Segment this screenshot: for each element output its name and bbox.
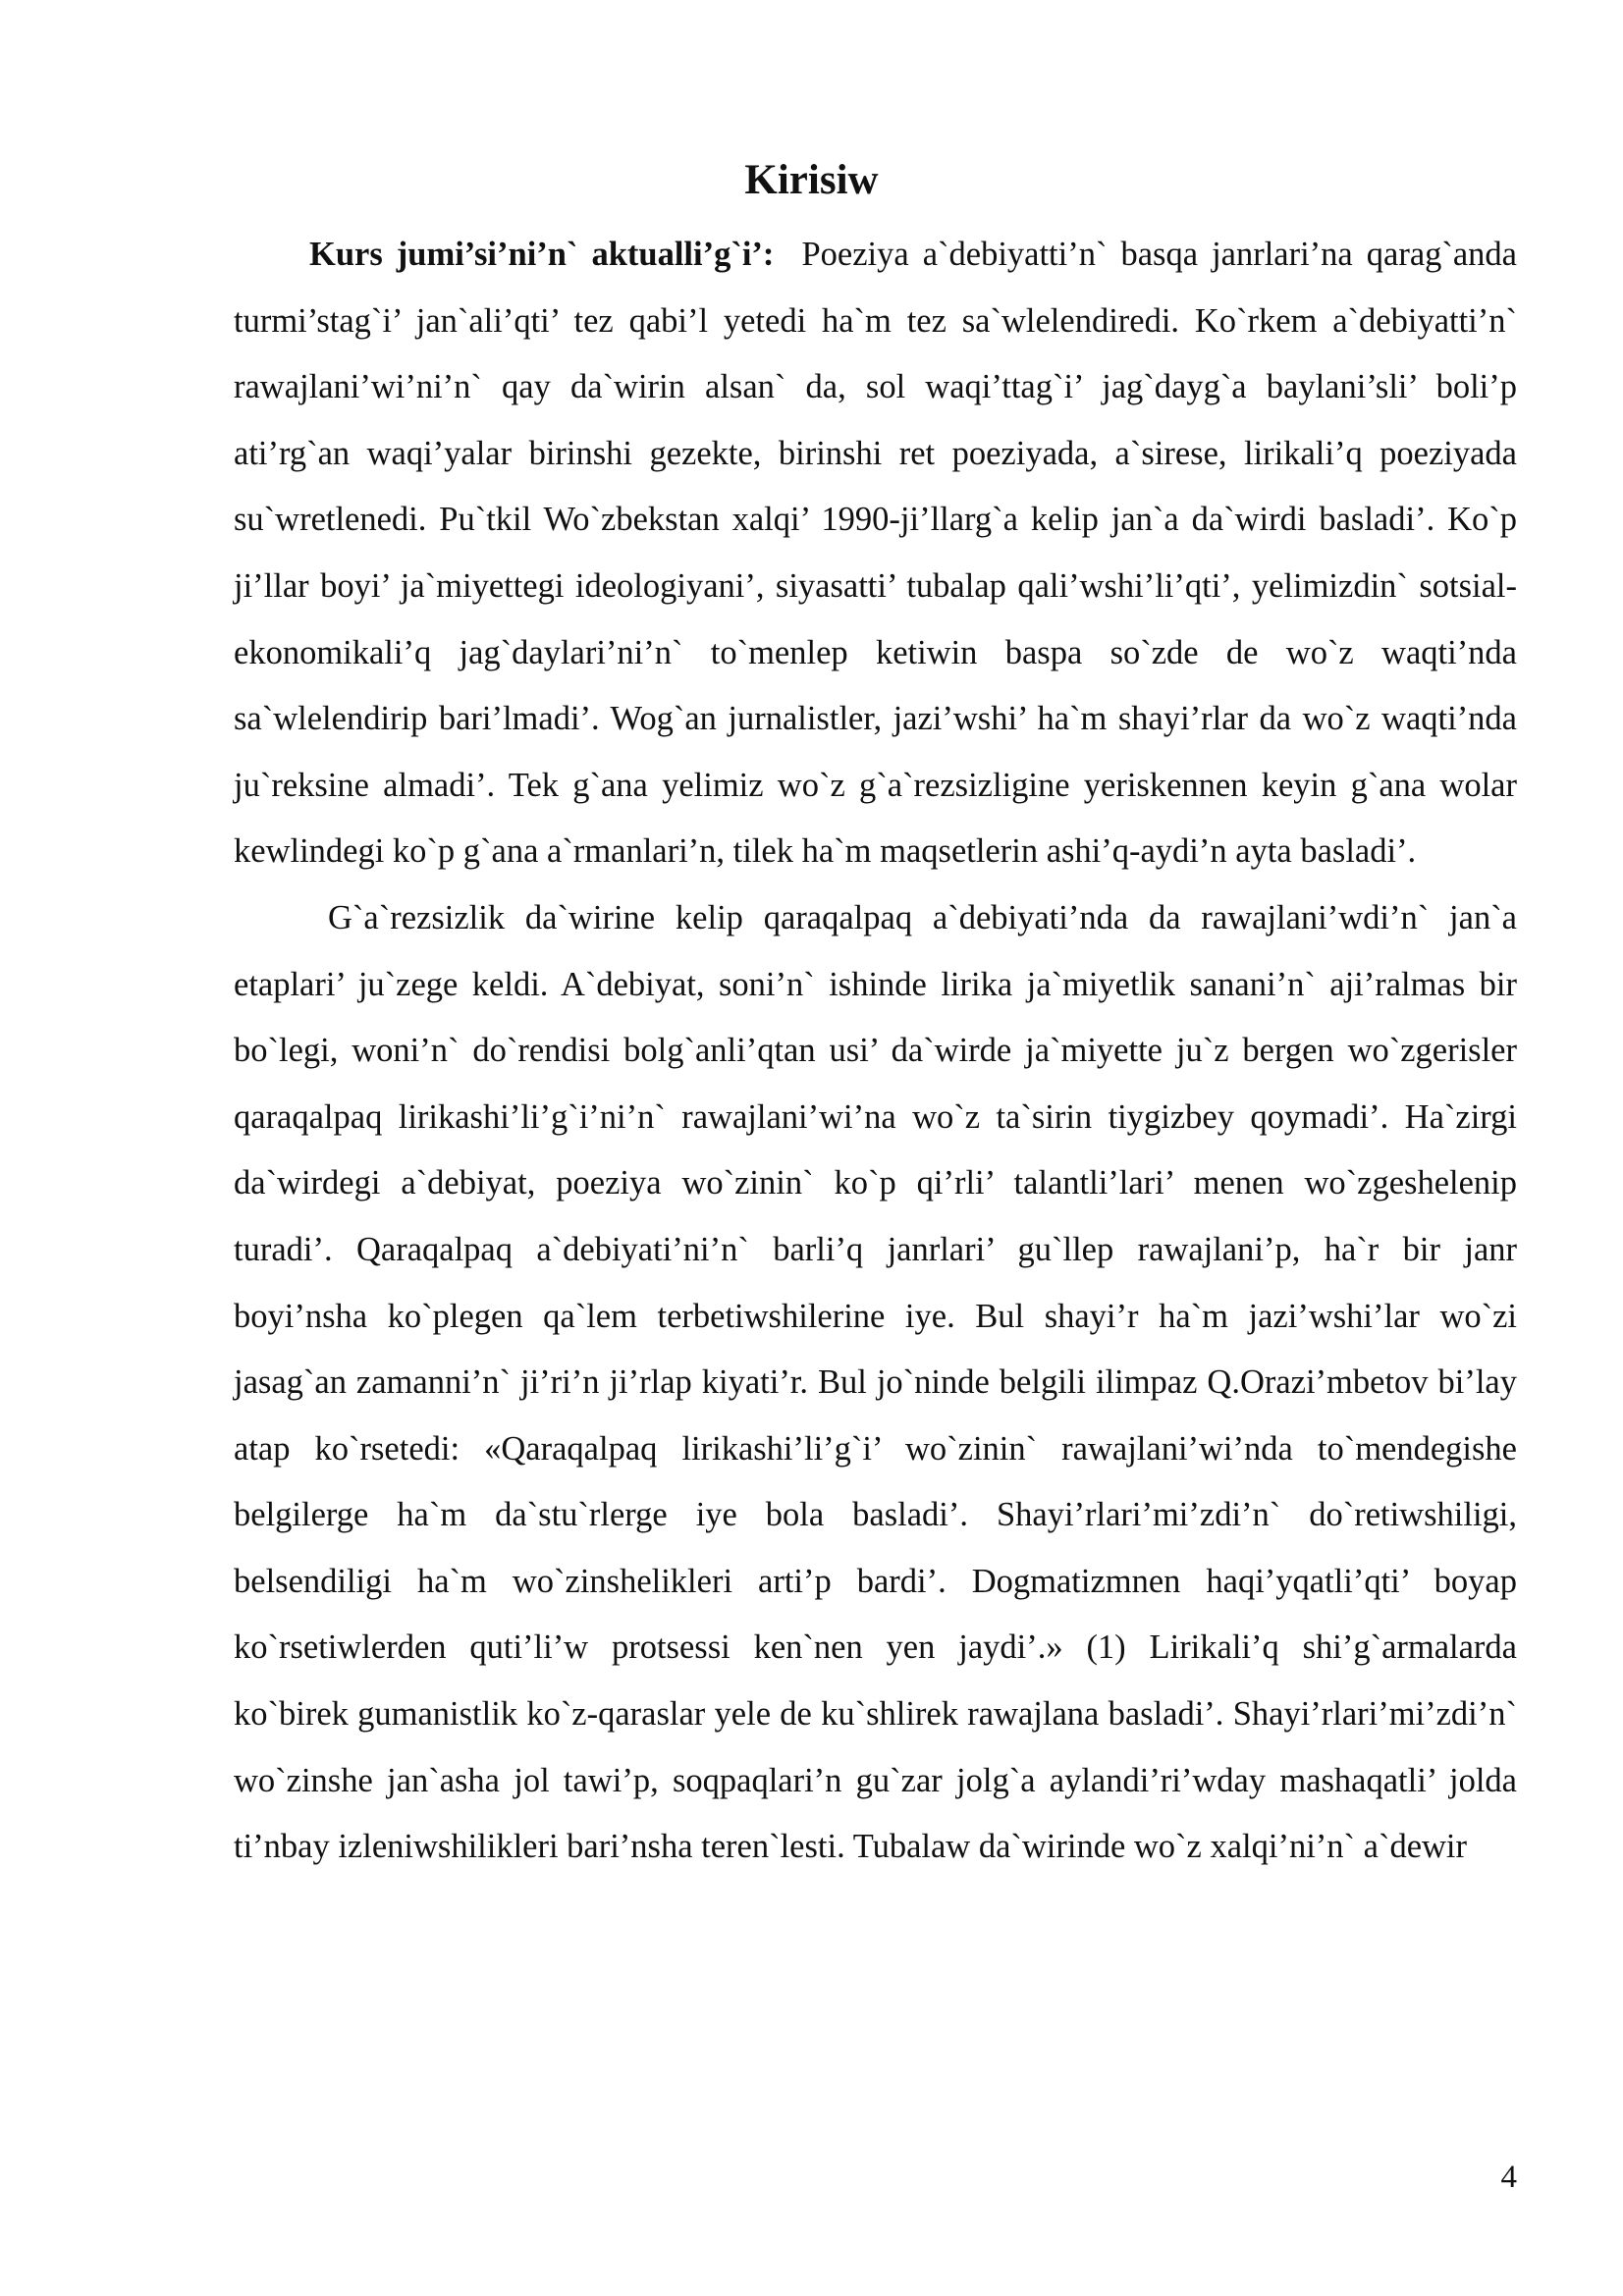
page-number: 4 (1500, 2160, 1517, 2195)
paragraph-relevance (234, 222, 1517, 885)
paragraph-text: Poeziya a`debiyatti’n` basqa janrlari’na qarag`anda turmi’stag`i’ jan`ali’qti’ tez qabi’l yetedi ha`m tez sa`wlelendiredi. Ko`rkem a`debiyatti’n` rawajlani’wi’ni’n` qay da`wirin alsan` da, sol waqi’ttag`i’ jag`dayg`a baylani’sli’ boli’p ati’rg`an waqi’yalar birinshi gezekte, birinshi ret poeziyada, a`sirese, lirikali’q poeziyada su`wretlenedi. Pu`tkil Wo`zbekstan xalqi’ 1990-ji’llarg`a kelip jan`a da`wirdi basladi’. Ko`p ji’llar boyi’ ja`miyettegi ideologiyani’, siyasatti’ tubalap qali’wshi’li’qti’, yelimizdin` sotsial-ekonomikali’q jag`daylari’ni’n` to`menlep ketiwin baspa so`zde de wo`z waqti’nda sa`wlelendirip bari’lmadi’. Wog`an jurnalistler, jazi’wshi’ ha`m shayi’rlar da wo`z waqti’nda ju`reksine almadi’. Tek g`ana yelimiz wo`z g`a`rezsizligine yeriskennen keyin g`ana wolar kewlindegi ko`p g`ana a`rmanlari’n, tilek ha`m maqsetlerin ashi’q-aydi’n ayta basladi’. (234, 236, 1517, 871)
paragraph-independence (234, 885, 1517, 1881)
body-text (234, 222, 1517, 1881)
page-title: Kirisiw (744, 157, 879, 203)
paragraph-lead-heading: Kurs jumi’si’ni’n` aktualli’g`i’: (309, 236, 775, 273)
paragraph-text: G`a`rezsizlik da`wirine kelip qaraqalpaq a`debiyati’nda da rawajlani’wdi’n` jan`a etaplari’ ju`zege keldi. A`debiyat, soni’n` ishinde lirika ja`miyetlik sanani’n` aji’ralmas bir bo`legi, woni’n` do`rendisi bolg`anli’qtan usi’ da`wirde ja`miyette ju`z bergen wo`zgerisler qaraqalpaq lirikashi’li’g`i’ni’n` rawajlani’wi’na wo`z ta`sirin tiygizbey qoymadi’. Ha`zirgi da`wirdegi a`debiyat, poeziya wo`zinin` ko`p qi’rli’ talantli’lari’ menen wo`zgeshelenip turadi’. Qaraqalpaq a`debiyati’ni’n` barli’q janrlari’ gu`llep rawajlani’p, ha`r bir janr boyi’nsha ko`plegen qa`lem terbetiwshilerine iye. Bul shayi’r ha`m jazi’wshi’lar wo`zi jasag`an zamanni’n` ji’ri’n ji’rlap kiyati’r. Bul jo`ninde belgili ilimpaz Q.Orazi’mbetov bi’lay atap ko`rsetedi: «Qaraqalpaq lirikashi’li’g`i’ wo`zinin` rawajlani’wi’nda to`mendegishe belgilerge ha`m da`stu`rlerge iye bola basladi’. Shayi’rlari’mi’zdi’n` do`retiwshiligi, belsendiligi ha`m wo`zinshelikleri arti’p bardi’. Dogmatizmnen haqi’yqatli’qti’ boyap ko`rsetiwlerden quti’li’w protsessi ken`nen yen jaydi’.» (1) Lirikali’q shi’g`armalarda ko`birek gumanistlik ko`z-qaraslar yele de ku`shlirek rawajlana basladi’. Shayi’rlari’mi’zdi’n` wo`zinshe jan`asha jol tawi’p, soqpaqlari’n gu`zar jolg`a aylandi’ri’wday mashaqatli’ jolda ti’nbay izleniwshilikleri bari’nsha teren`lesti. Tubalaw da`wirinde wo`z xalqi’ni’n` a`dewir (234, 898, 1517, 1866)
